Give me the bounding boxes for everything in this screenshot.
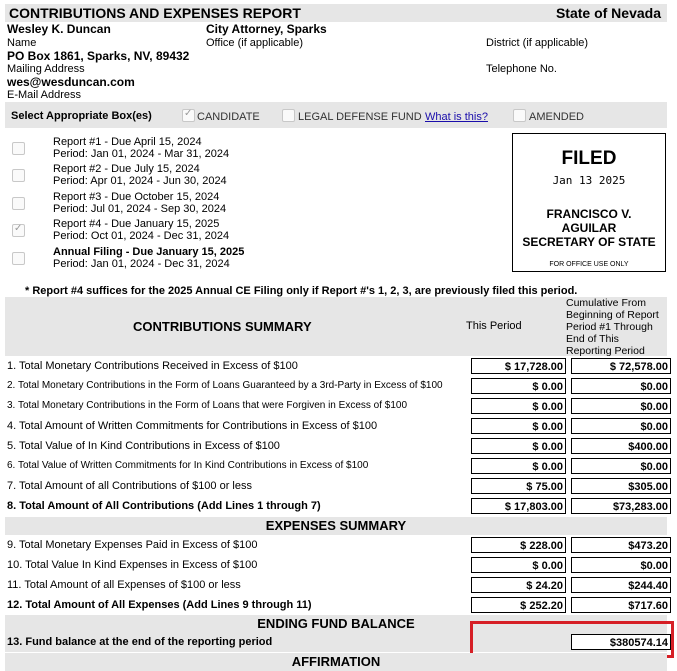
office-value: City Attorney, Sparks [206,22,327,36]
this-period-value: $ 24.20 [471,577,566,593]
candidate-name: Wesley K. Duncan [7,22,111,36]
this-period-value: $ 75.00 [471,478,566,494]
legal-defense-label: LEGAL DEFENSE FUND [298,111,422,123]
row-label: 6. Total Value of Written Commitments for In Kind Contributions in Excess of $100 [7,460,369,471]
district-label: District (if applicable) [486,37,589,49]
this-period-value: $ 0.00 [471,438,566,454]
official-name-1: FRANCISCO V. [546,207,632,221]
summary-row [5,417,667,436]
expenses-heading: EXPENSES SUMMARY [5,517,667,535]
email-label: E-Mail Address [7,89,81,101]
row-label: 1. Total Monetary Contributions Received in Excess of $100 [7,360,298,372]
row-label: 8. Total Amount of All Contributions (Add Lines 1 through 7) [7,500,321,512]
this-period-value: $ 0.00 [471,458,566,474]
summary-row [5,437,667,456]
cumulative-value: $244.40 [571,577,671,593]
row-label: 4. Total Amount of Written Commitments for Contributions in Excess of $100 [7,420,378,432]
mailing-address: PO Box 1861, Sparks, NV, 89432 [7,49,190,63]
summary-row [5,596,667,615]
cumulative-value: $717.60 [571,597,671,613]
official-name-2: AGUILAR [561,221,617,235]
this-period-value: $ 0.00 [471,378,566,394]
report-checkbox[interactable] [12,169,25,182]
cumulative-header [566,297,659,357]
row-label: 12. Total Amount of All Expenses (Add Lines 9 through 11) [7,599,312,611]
office-use-note: FOR OFFICE USE ONLY [549,261,629,268]
legal-defense-checkbox[interactable] [282,109,295,122]
summary-row [5,576,667,595]
report-checkbox[interactable] [12,142,25,155]
contributions-heading: CONTRIBUTIONS SUMMARY [133,319,312,334]
office-label: Office (if applicable) [206,37,304,49]
summary-row [5,397,667,416]
report-period: Period: Oct 01, 2024 - Dec 31, 2024 [53,230,230,242]
report-title[interactable]: Report #1 - Due April 15, 2024 [53,136,202,148]
cumulative-value: $73,283.00 [571,498,671,514]
amended-label: AMENDED [529,111,585,123]
report-header [5,4,667,22]
official-title: SECRETARY OF STATE [522,235,656,249]
filed-stamp: FILED [561,148,617,169]
email-value: wes@wesduncan.com [7,75,135,89]
this-period-value: $ 17,728.00 [471,358,566,374]
row-label: 2. Total Monetary Contributions in the Form of Loans Guaranteed by a 3rd-Party in Excess of $100 [7,380,443,391]
report-period: Period: Jul 01, 2024 - Sep 30, 2024 [53,203,227,215]
amended-checkbox[interactable] [513,109,526,122]
summary-row [5,556,667,575]
cumulative-value: $0.00 [571,557,671,573]
report-period: Period: Jan 01, 2024 - Mar 31, 2024 [53,148,230,160]
this-period-value: $ 0.00 [471,418,566,434]
this-period-value: $ 0.00 [471,398,566,414]
cumulative-value: $0.00 [571,418,671,434]
name-label: Name [7,37,37,49]
cumulative-line-3: Period #1 Through [566,321,653,333]
report-title: Annual Filing - Due January 15, 2025 [53,246,245,258]
cumulative-line-5: Reporting Period [566,345,645,357]
summary-row [5,357,667,376]
what-is-this-link[interactable]: What is this? [425,111,488,123]
box-select-label: Select Appropriate Box(es) [11,110,152,122]
balance-value: $380574.14 [571,634,671,650]
report-checkbox[interactable] [12,197,25,210]
affirmation-heading: AFFIRMATION [5,653,667,671]
filed-stamp-box [512,133,666,272]
report-period: Period: Jan 01, 2024 - Dec 31, 2024 [53,258,230,270]
row-label: 7. Total Amount of all Contributions of $100 or less [7,480,252,492]
cumulative-value: $ 72,578.00 [571,358,671,374]
report-title: CONTRIBUTIONS AND EXPENSES REPORT [9,5,301,21]
this-period-value: $ 228.00 [471,537,566,553]
cumulative-value: $473.20 [571,537,671,553]
contributions-header [5,297,667,356]
summary-row [5,457,667,476]
cumulative-line-1: Cumulative From [566,297,646,309]
report-checkbox[interactable] [12,252,25,265]
box-selection-bar [5,102,667,128]
filed-date: Jan 13 2025 [552,174,626,187]
report-title[interactable]: Report #3 - Due October 15, 2024 [53,191,220,203]
row-label: 9. Total Monetary Expenses Paid in Excess of $100 [7,539,258,551]
this-period-header: This Period [466,320,522,332]
balance-heading: ENDING FUND BALANCE [5,615,667,633]
this-period-value: $ 252.20 [471,597,566,613]
report-title[interactable]: Report #2 - Due July 15, 2024 [53,163,200,175]
row-label: 11. Total Amount of all Expenses of $100 or less [7,579,241,591]
report-checkbox[interactable] [12,224,25,237]
summary-row [5,377,667,396]
footnote: * Report #4 suffices for the 2025 Annual CE Filing only if Report #'s 1, 2, 3, are previously filed this period. [25,285,578,297]
state-name: State of Nevada [555,5,661,21]
candidate-checkbox[interactable] [182,109,195,122]
address-label: Mailing Address [7,63,85,75]
cumulative-value: $0.00 [571,398,671,414]
cumulative-value: $0.00 [571,458,671,474]
candidate-label: CANDIDATE [197,111,260,123]
cumulative-value: $400.00 [571,438,671,454]
this-period-value: $ 0.00 [471,557,566,573]
summary-row [5,477,667,496]
balance-label: 13. Fund balance at the end of the reporting period [7,636,273,648]
telephone-label: Telephone No. [486,63,557,75]
row-label: 3. Total Monetary Contributions in the Form of Loans that were Forgiven in Excess of $100 [7,400,408,411]
report-title[interactable]: Report #4 - Due January 15, 2025 [53,218,220,230]
row-label: 5. Total Value of In Kind Contributions in Excess of $100 [7,440,280,452]
summary-row [5,497,667,516]
report-period: Period: Apr 01, 2024 - Jun 30, 2024 [53,175,227,187]
this-period-value: $ 17,803.00 [471,498,566,514]
row-label: 10. Total Value In Kind Expenses in Excess of $100 [7,559,258,571]
cumulative-value: $305.00 [571,478,671,494]
summary-row [5,536,667,555]
cumulative-line-2: Beginning of Report [566,309,659,321]
cumulative-value: $0.00 [571,378,671,394]
cumulative-line-4: End of This [566,333,619,345]
